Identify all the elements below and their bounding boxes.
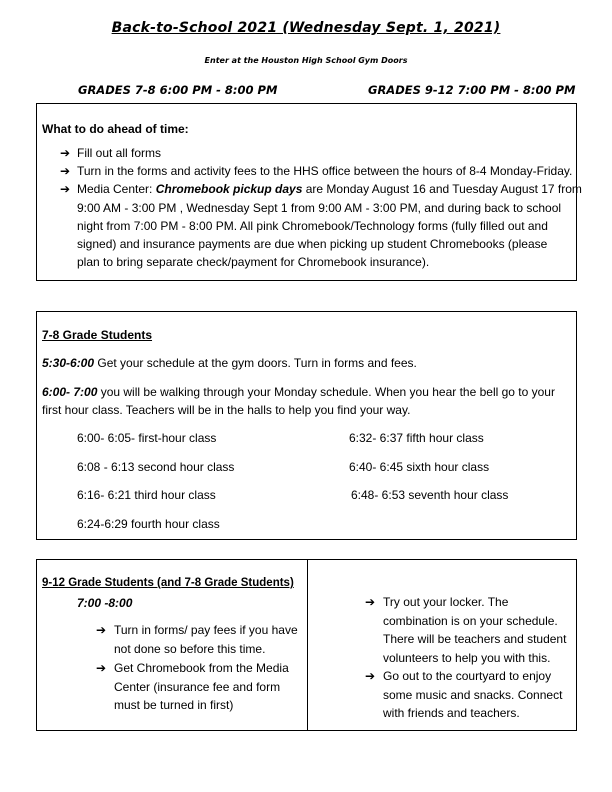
left-item-forms-fees: Turn in forms/ pay fees if you have not done so before this time. — [114, 623, 298, 656]
class-period: 6:00- 6:05- first-hour class — [77, 431, 217, 445]
arrow-icon: ➔ — [96, 661, 107, 675]
ahead-item-fees: Turn in the forms and activity fees to the HHS office between the hours of 8-4 Monday-Friday. — [77, 164, 573, 178]
grade-7-8-section — [36, 311, 577, 540]
time-700-800: 7:00 -8:00 — [77, 596, 133, 610]
ahead-of-time-section — [36, 103, 582, 281]
schedule-pickup-text: Get your schedule at the gym doors. Turn in forms and fees. — [94, 356, 417, 370]
arrow-icon: ➔ — [60, 164, 71, 178]
page-title: Back-to-School 2021 (Wednesday Sept. 1, 2021) — [111, 20, 501, 36]
ahead-item-media-line1 — [77, 180, 582, 198]
right-item-locker: Try out your locker. The combination is on your schedule. There will be teachers and student volunteers to help you with this. — [383, 595, 567, 665]
column-divider — [307, 560, 308, 730]
ahead-item-media-line3: night from 7:00 PM - 8:00 PM. All pink Chromebook/Technology forms (fully filled out and — [77, 219, 548, 233]
class-period: 6:08 - 6:13 second hour class — [77, 460, 235, 474]
class-period: 6:32- 6:37 fifth hour class — [349, 431, 484, 445]
schedule-pickup-line — [42, 354, 417, 372]
right-item-courtyard: Go out to the courtyard to enjoy some music and snacks. Connect with friends and teachers. — [383, 669, 563, 720]
left-item-chromebook: Get Chromebook from the Media Center (insurance fee and form must be turned in first) — [114, 661, 289, 712]
ahead-item-forms: Fill out all forms — [77, 146, 162, 160]
ahead-item-media-line4: signed) and insurance payments are due when picking up student Chromebooks (please — [77, 237, 548, 251]
arrow-icon: ➔ — [365, 595, 376, 609]
ahead-item-media-line5: plan to bring separate check/payment for Chromebook insurance). — [77, 255, 430, 269]
walkthrough-line2: first hour class. Teachers will be in the halls to help you find your way. — [42, 403, 411, 417]
entrance-note: Enter at the Houston High School Gym Doors — [204, 56, 408, 65]
media-center-dates: are Monday August 16 and Tuesday August 17 from — [302, 182, 582, 196]
walkthrough-line1 — [42, 383, 555, 401]
media-center-label: Media Center: — [77, 182, 156, 196]
arrow-icon: ➔ — [365, 669, 376, 683]
class-period: 6:16- 6:21 third hour class — [77, 488, 216, 502]
arrow-icon: ➔ — [60, 182, 71, 196]
class-period: 6:48- 6:53 seventh hour class — [351, 488, 509, 502]
ahead-heading: What to do ahead of time: — [42, 122, 189, 136]
grades-9-12-time: GRADES 9-12 7:00 PM - 8:00 PM — [368, 83, 576, 97]
grades-7-8-time: GRADES 7-8 6:00 PM - 8:00 PM — [78, 83, 278, 97]
class-period: 6:24-6:29 fourth hour class — [77, 517, 220, 531]
chromebook-pickup-days: Chromebook pickup days — [155, 182, 303, 196]
time-600-700: 6:00- 7:00 — [42, 385, 98, 399]
grade-9-12-heading: 9-12 Grade Students (and 7-8 Grade Students) — [42, 577, 294, 589]
grade-7-8-heading: 7-8 Grade Students — [42, 328, 153, 342]
time-530-600: 5:30-6:00 — [42, 356, 95, 370]
ahead-item-media-line2: 9:00 AM - 3:00 PM , Wednesday Sept 1 from 9:00 AM - 3:00 PM, and during back to school — [77, 201, 562, 215]
arrow-icon: ➔ — [96, 623, 107, 637]
arrow-icon: ➔ — [60, 146, 71, 160]
walkthrough-text: you will be walking through your Monday schedule. When you hear the bell go to your — [97, 385, 555, 399]
grade-9-12-section — [36, 559, 577, 731]
class-period: 6:40- 6:45 sixth hour class — [349, 460, 490, 474]
